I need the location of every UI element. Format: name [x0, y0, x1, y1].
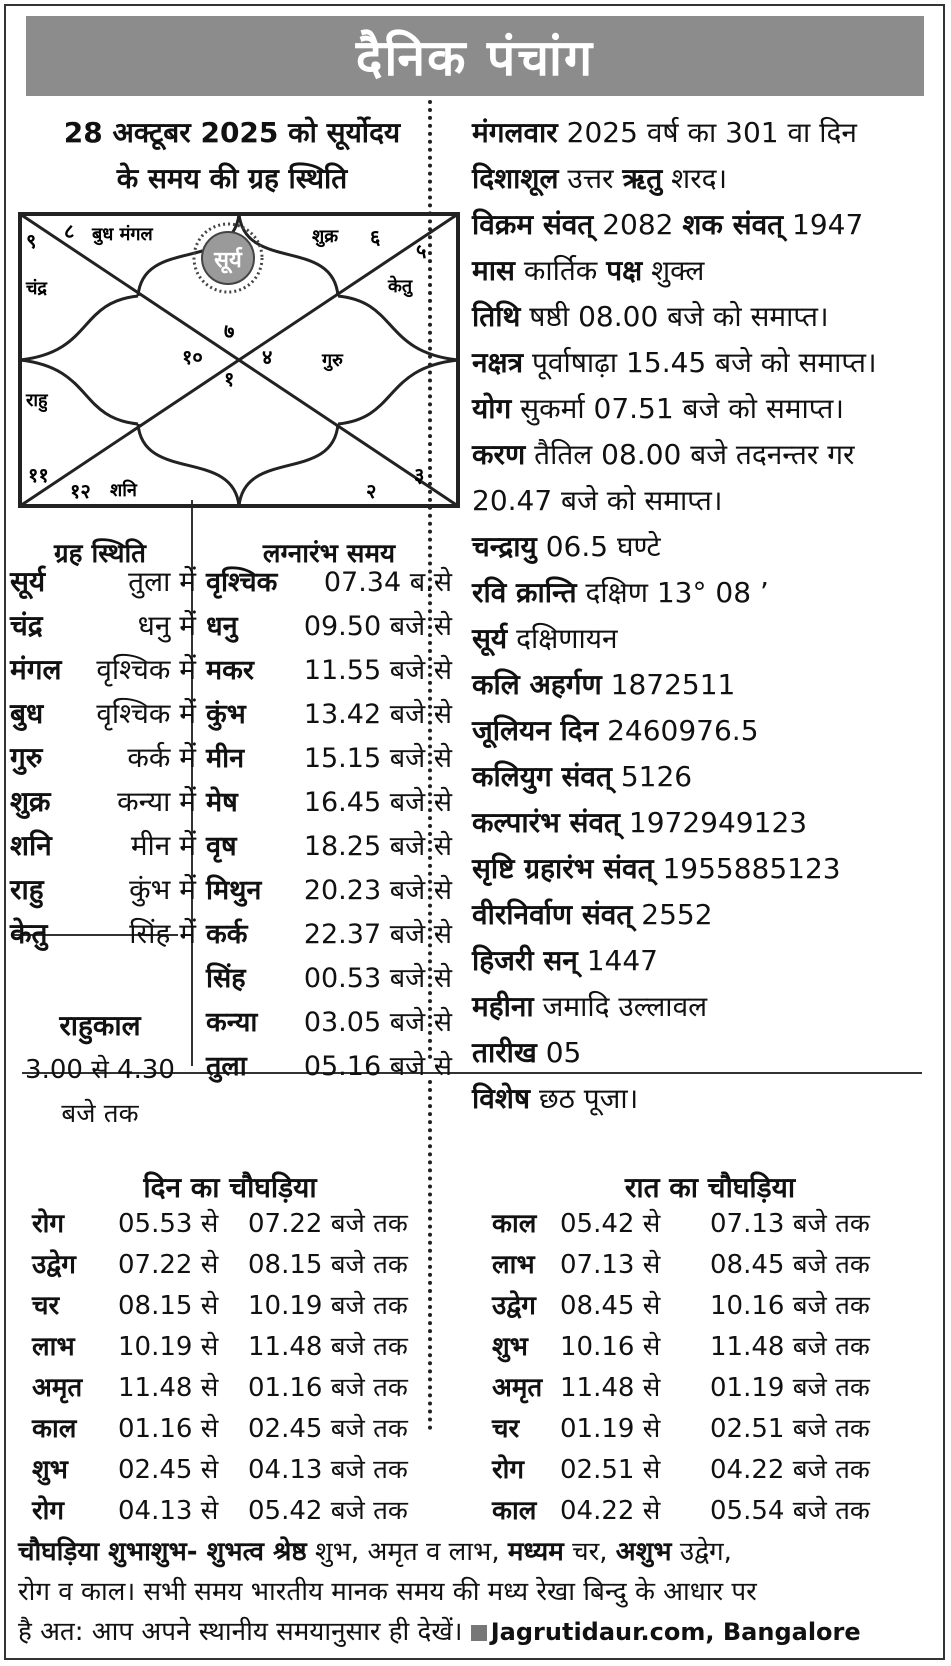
- planet-ketu: केतु: [388, 276, 413, 297]
- grah-row: चंद्र धनु में: [10, 609, 196, 642]
- info-row: कलियुग संवत् 5126: [472, 760, 693, 793]
- grah-row: बुध वृश्चिक में: [10, 697, 196, 730]
- house-sign: ७: [224, 319, 235, 343]
- sun-emblem: [194, 224, 262, 292]
- lagna-row: मेष 16.45 बजे से: [206, 787, 452, 818]
- info-row: रवि क्रान्ति दक्षिण 13° 08 ’: [472, 576, 769, 609]
- house-sign: १२: [70, 479, 91, 503]
- rahukaal-box: [10, 1004, 190, 1136]
- lagna-row: वृश्चिक 07.34 ब.से: [206, 567, 452, 598]
- info-row: योग सुकर्मा 07.51 बजे को समाप्त।: [472, 392, 845, 425]
- info-row: कल्पारंभ संवत् 1972949123: [472, 806, 808, 839]
- lagna-row: कर्क 22.37 बजे से: [206, 919, 452, 950]
- grah-row: शुक्र कन्या में: [10, 785, 196, 818]
- lagna-row: कुंभ 13.42 बजे से: [206, 699, 452, 730]
- info-row: हिजरी सन् 1447: [472, 944, 658, 977]
- info-row: वीरनिर्वाण संवत् 2552: [472, 898, 713, 931]
- house-sign: ४: [262, 345, 273, 369]
- choghadiya-divider: [428, 1080, 432, 1430]
- house-sign: १: [224, 367, 235, 391]
- footer-line-2: रोग व काल। सभी समय भारतीय मानक समय की मध्य रेखा बिन्दु के आधार पर: [18, 1577, 757, 1607]
- page-title: दैनिक पंचांग: [355, 29, 595, 87]
- planet-chandra: चंद्र: [26, 278, 47, 299]
- footer-note: [18, 1532, 933, 1652]
- info-row: विशेष छठ पूजा।: [472, 1082, 639, 1115]
- info-row: विक्रम संवत् 2082 शक संवत् 1947: [472, 208, 864, 241]
- rahukaal-title: राहुकाल: [59, 1009, 141, 1042]
- house-sign: ३: [414, 463, 425, 487]
- square-icon: [471, 1625, 487, 1641]
- lagna-row: कन्या 03.05 बजे से: [206, 1007, 452, 1038]
- lagna-row: मकर 11.55 बजे से: [206, 655, 452, 686]
- chart-title-line1: 28 अक्टूबर 2025 को सूर्योदय: [63, 116, 401, 149]
- grah-row: गुरु कर्क में: [10, 741, 196, 774]
- info-row: जूलियन दिन 2460976.5: [472, 714, 759, 747]
- house-sign: ५: [416, 239, 427, 263]
- planet-budh-mangal: बुध मंगल: [92, 224, 153, 245]
- planet-rahu: राहु: [26, 390, 48, 411]
- info-row: मास कार्तिक पक्ष शुक्ल: [472, 254, 705, 287]
- chart-petal-bottom: [138, 424, 338, 506]
- house-sign: ८: [64, 219, 75, 243]
- footer-line-3: है अत: आप अपने स्थानीय समयानुसार ही देखें। Jagrutidaur.com, Bangalore: [18, 1617, 861, 1647]
- brand-credit: Jagrutidaur.com, Bangalore: [471, 1618, 861, 1646]
- lagna-row: तुला 05.16 बजे से: [206, 1051, 452, 1082]
- planet-sun: सूर्य: [214, 248, 242, 273]
- house-sign: ९: [26, 229, 37, 253]
- grah-row: राहु कुंभ में: [10, 873, 196, 906]
- info-row: चन्द्रायु 06.5 घण्टे: [472, 530, 661, 563]
- grah-row: शनि मीन में: [10, 829, 196, 862]
- info-row: सूर्य दक्षिणायन: [472, 622, 618, 655]
- house-sign: १०: [182, 345, 203, 369]
- night-choghadiya-title: रात का चौघड़िया: [624, 1171, 796, 1204]
- lagna-row: धनु 09.50 बजे से: [206, 611, 452, 642]
- grah-sthiti-title: ग्रह स्थिति: [53, 539, 147, 569]
- info-row: दिशाशूल उत्तर ऋतु शरद।: [472, 162, 728, 195]
- grah-row: सूर्य तुला में: [10, 565, 196, 598]
- grah-row: केतु सिंह में: [10, 917, 196, 950]
- info-row: करण तैतिल 08.00 बजे तदनन्तर गर: [472, 438, 855, 471]
- lagna-row: वृष 18.25 बजे से: [206, 831, 452, 862]
- info-row: नक्षत्र पूर्वाषाढ़ा 15.45 बजे को समाप्त।: [472, 346, 877, 379]
- footer-line-1: चौघड़िया शुभाशुभ- शुभत्व श्रेष्ठ शुभ, अमृत व लाभ, मध्यम चर, अशुभ उद्वेग,: [18, 1537, 732, 1567]
- house-sign: ११: [28, 463, 49, 487]
- planet-shani: शनि: [110, 480, 137, 501]
- planet-shukra: शुक्र: [312, 226, 339, 247]
- kundli-chart: [18, 212, 460, 508]
- chart-petal-right: [338, 296, 458, 424]
- lagna-row: मीन 15.15 बजे से: [206, 743, 452, 774]
- lagna-title: लग्नारंभ समय: [262, 539, 396, 569]
- rahukaal-time: 3.00 से 4.30: [25, 1055, 175, 1085]
- lagna-row: मिथुन 20.23 बजे से: [206, 875, 452, 906]
- info-row: मंगलवार 2025 वर्ष का 301 वा दिन: [472, 116, 857, 149]
- rahukaal-suffix: बजे तक: [61, 1099, 139, 1129]
- title-banner: [26, 16, 924, 96]
- house-sign: २: [366, 479, 377, 503]
- info-row: सृष्टि ग्रहारंभ संवत् 1955885123: [472, 852, 841, 885]
- chart-title: [22, 110, 442, 202]
- info-row: महीना जमादि उल्लावल: [472, 990, 708, 1023]
- info-row: तिथि षष्ठी 08.00 बजे को समाप्त।: [472, 300, 829, 333]
- info-row: कलि अहर्गण 1872511: [472, 668, 736, 701]
- house-sign: ६: [370, 225, 381, 249]
- info-row: तारीख 05: [472, 1036, 582, 1069]
- lagna-row: सिंह 00.53 बजे से: [206, 963, 452, 994]
- info-row: 20.47 बजे को समाप्त।: [472, 484, 723, 517]
- day-choghadiya-title: दिन का चौघड़िया: [143, 1171, 317, 1204]
- planet-guru: गुरु: [322, 350, 343, 371]
- grah-row: मंगल वृश्चिक में: [10, 653, 196, 686]
- panchang-info: [472, 110, 942, 1122]
- chart-title-line2: के समय की ग्रह स्थिति: [116, 162, 348, 195]
